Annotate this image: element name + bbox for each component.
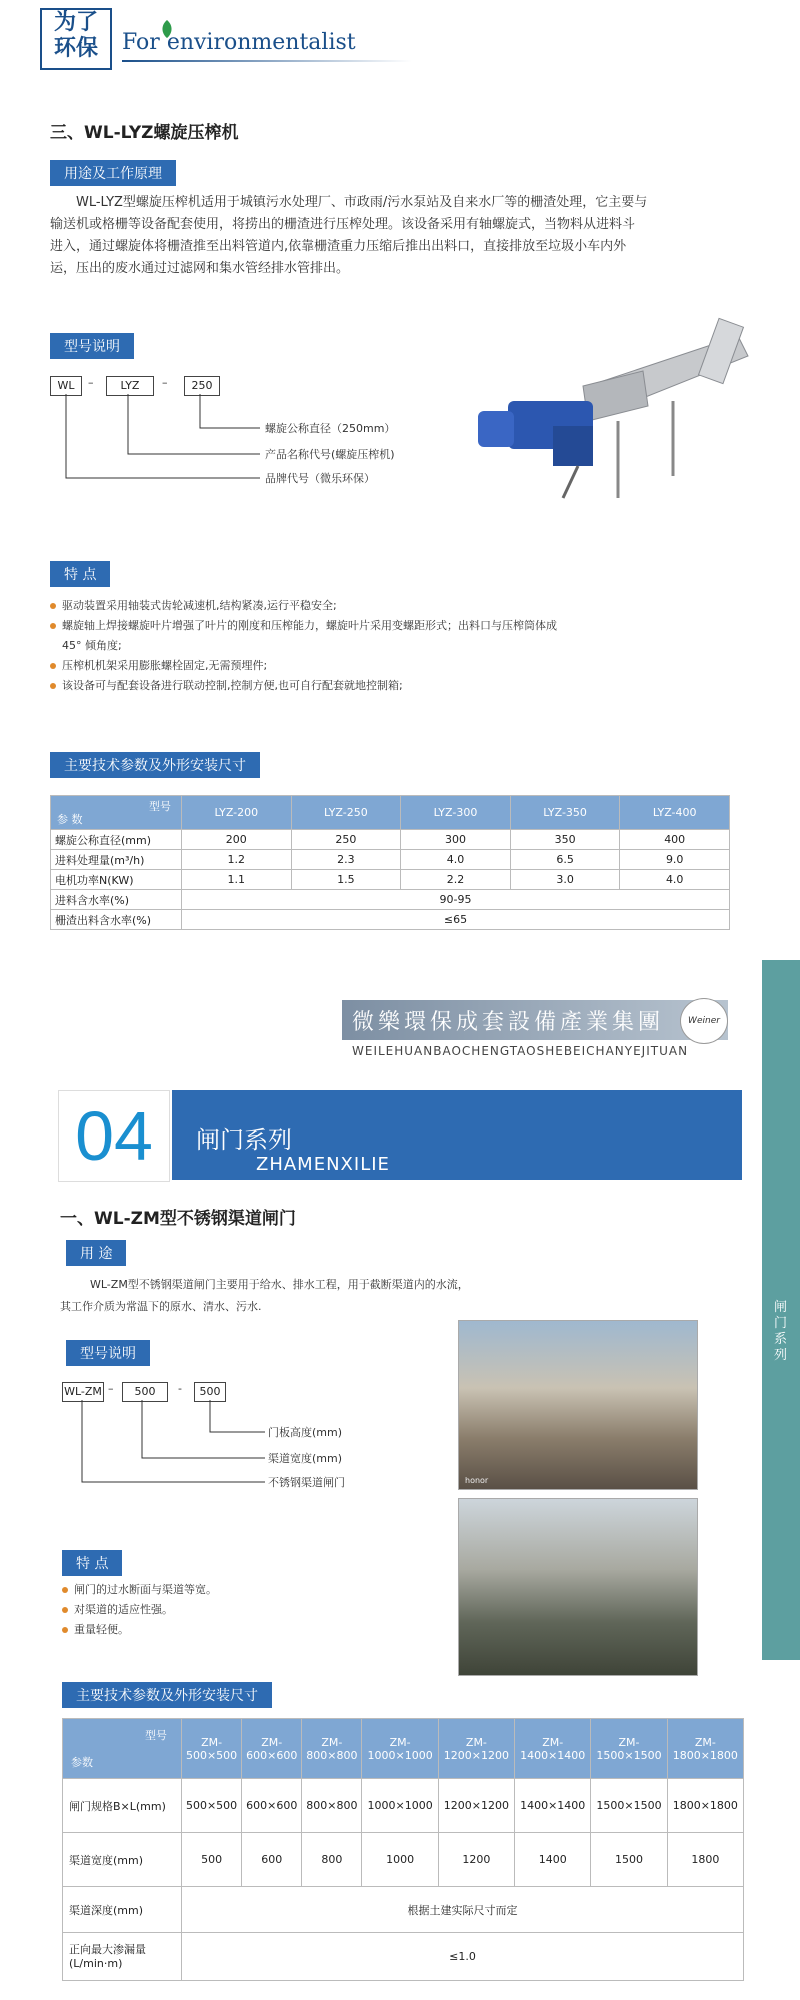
feature-item-continued: 45° 倾角度; bbox=[62, 639, 122, 652]
model-annotation-height: 门板高度(mm) bbox=[268, 1426, 343, 1439]
table-row: 正向最大渗漏量 (L/min·m) ≤1.0 bbox=[63, 1933, 744, 1981]
feature-item: 该设备可与配套设备进行联动控制,控制方便,也可自行配套就地控制箱; bbox=[50, 676, 750, 696]
chapter-title-block bbox=[172, 1090, 742, 1180]
features-list bbox=[62, 1580, 442, 1640]
table-header: LYZ-250 bbox=[291, 796, 401, 830]
model-annotation-product: 产品名称代号(螺旋压榨机) bbox=[265, 448, 395, 461]
table-row: 螺旋公称直径(mm) 200 250 300 350 400 bbox=[51, 830, 730, 850]
model-box-brand: WL bbox=[50, 376, 82, 396]
table-header: ZM- 600×600 bbox=[242, 1719, 302, 1779]
model-annotation-brand: 品牌代号（微乐环保） bbox=[265, 472, 375, 485]
table-row: 进料处理量(m³/h) 1.2 2.3 4.0 6.5 9.0 bbox=[51, 850, 730, 870]
table-header: ZM- 1200×1200 bbox=[438, 1719, 514, 1779]
model-annotation-product: 不锈钢渠道闸门 bbox=[268, 1476, 345, 1489]
feature-item: 螺旋轴上焊接螺旋叶片增强了叶片的刚度和压榨能力，螺旋叶片采用变螺距形式；出料口与压榨筒体成 bbox=[50, 616, 750, 636]
features-list bbox=[50, 596, 750, 696]
table-row: 闸门规格B×L(mm) 500×500 600×600 800×800 1000×1000 1200×1200 1400×1400 1500×1500 1800×1800 bbox=[63, 1779, 744, 1833]
features-label: 特 点 bbox=[62, 1550, 122, 1576]
logo-line-2: 环保 bbox=[53, 36, 98, 61]
side-tab bbox=[762, 960, 800, 1660]
table-row: 电机功率N(KW) 1.1 1.5 2.2 3.0 4.0 bbox=[51, 870, 730, 890]
table-header: LYZ-300 bbox=[401, 796, 511, 830]
screw-press-illustration bbox=[468, 316, 758, 506]
header-divider bbox=[122, 60, 412, 62]
feature-item: 重量轻便。 bbox=[62, 1620, 442, 1640]
model-box-width: 500 bbox=[122, 1382, 168, 1402]
model-dash: - bbox=[178, 1382, 182, 1395]
feature-item: 驱动装置采用轴装式齿轮减速机,结构紧凑,运行平稳安全; bbox=[50, 596, 750, 616]
zm-spec-table bbox=[62, 1718, 744, 1981]
model-dash: – bbox=[108, 1382, 114, 1395]
table-corner: 型号 参数 bbox=[63, 1719, 182, 1779]
feature-item: 对渠道的适应性强。 bbox=[62, 1600, 442, 1620]
model-label: 型号说明 bbox=[50, 333, 134, 359]
table-header: ZM- 1000×1000 bbox=[362, 1719, 438, 1779]
table-header: ZM- 800×800 bbox=[302, 1719, 362, 1779]
model-box-brand: WL-ZM bbox=[62, 1382, 104, 1402]
table-header: LYZ-350 bbox=[510, 796, 620, 830]
table-header: LYZ-400 bbox=[620, 796, 730, 830]
company-logo: Weiner bbox=[680, 998, 728, 1044]
usage-line: 进入，通过螺旋体将栅渣推至出料管道内,依靠栅渣重力压缩后推出出料口，直接排放至垃圾小车内外 bbox=[50, 239, 627, 254]
gate-photo-2 bbox=[458, 1498, 698, 1676]
lyz-spec-table bbox=[50, 795, 730, 930]
usage-line: 其工作介质为常温下的原水、清水、污水. bbox=[60, 1300, 262, 1313]
table-row: 渠道深度(mm) 根据土建实际尺寸而定 bbox=[63, 1887, 744, 1933]
chapter-pinyin: ZHAMENXILIE bbox=[256, 1154, 390, 1175]
side-tab-label: 闸门系列 bbox=[774, 1300, 788, 1363]
usage-label: 用 途 bbox=[66, 1240, 126, 1266]
model-dash: – bbox=[88, 376, 94, 389]
photo-caption: honor bbox=[465, 1476, 489, 1485]
feature-item: 压榨机机架采用膨胀螺栓固定,无需预埋件; bbox=[50, 656, 750, 676]
features-label: 特 点 bbox=[50, 561, 110, 587]
model-box-product: LYZ bbox=[106, 376, 154, 396]
model-connector-lines bbox=[60, 394, 270, 484]
chapter-number: 04 bbox=[58, 1090, 170, 1182]
model-label: 型号说明 bbox=[66, 1340, 150, 1366]
specs-label: 主要技术参数及外形安装尺寸 bbox=[50, 752, 260, 778]
model-dash: – bbox=[162, 376, 168, 389]
model-box-height: 500 bbox=[194, 1382, 226, 1402]
section-title-zm: 一、WL-ZM型不锈钢渠道闸门 bbox=[60, 1209, 296, 1229]
model-connector-lines bbox=[70, 1400, 270, 1490]
table-row: 渠道宽度(mm) 500 600 800 1000 1200 1400 1500 1800 bbox=[63, 1833, 744, 1887]
usage-paragraph bbox=[60, 1274, 620, 1318]
specs-label: 主要技术参数及外形安装尺寸 bbox=[62, 1682, 272, 1708]
header-slogan: For environmentalist bbox=[122, 30, 356, 55]
table-header: ZM- 1800×1800 bbox=[667, 1719, 743, 1779]
usage-paragraph bbox=[50, 192, 780, 280]
company-pinyin: WEILEHUANBAOCHENGTAOSHEBEICHANYEJITUAN bbox=[352, 1044, 689, 1058]
model-annotation-width: 渠道宽度(mm) bbox=[268, 1452, 343, 1465]
model-annotation-size: 螺旋公称直径（250mm） bbox=[265, 422, 396, 435]
brand-logo bbox=[40, 8, 112, 70]
table-corner: 型号 参 数 bbox=[51, 796, 182, 830]
table-row: 栅渣出料含水率(%) ≤65 bbox=[51, 910, 730, 930]
usage-line: 输送机或格栅等设备配套使用，将捞出的栅渣进行压榨处理。该设备采用有轴螺旋式，当物料从进料斗 bbox=[50, 217, 636, 232]
company-name: 微樂環保成套設備產業集團 bbox=[352, 1010, 665, 1035]
usage-label: 用途及工作原理 bbox=[50, 160, 176, 186]
table-header: LYZ-200 bbox=[182, 796, 292, 830]
usage-line: WL-ZM型不锈钢渠道闸门主要用于给水、排水工程，用于截断渠道内的水流， bbox=[90, 1278, 469, 1291]
usage-line: WL-LYZ型螺旋压榨机适用于城镇污水处理厂、市政雨/污水泵站及自来水厂等的栅渣处理，它主要与 bbox=[76, 195, 648, 210]
feature-item: 闸门的过水断面与渠道等宽。 bbox=[62, 1580, 442, 1600]
gate-photo-1 bbox=[458, 1320, 698, 1490]
table-header: ZM- 500×500 bbox=[182, 1719, 242, 1779]
table-row: 进料含水率(%) 90-95 bbox=[51, 890, 730, 910]
logo-line-1: 为了 bbox=[53, 10, 98, 35]
model-box-size: 250 bbox=[184, 376, 220, 396]
section-title-lyz: 三、WL-LYZ螺旋压榨机 bbox=[50, 123, 239, 143]
table-header: ZM- 1400×1400 bbox=[515, 1719, 591, 1779]
chapter-title: 闸门系列 bbox=[196, 1126, 292, 1154]
table-header: ZM- 1500×1500 bbox=[591, 1719, 667, 1779]
usage-line: 运，压出的废水通过过滤网和集水管经排水管排出。 bbox=[50, 261, 350, 276]
